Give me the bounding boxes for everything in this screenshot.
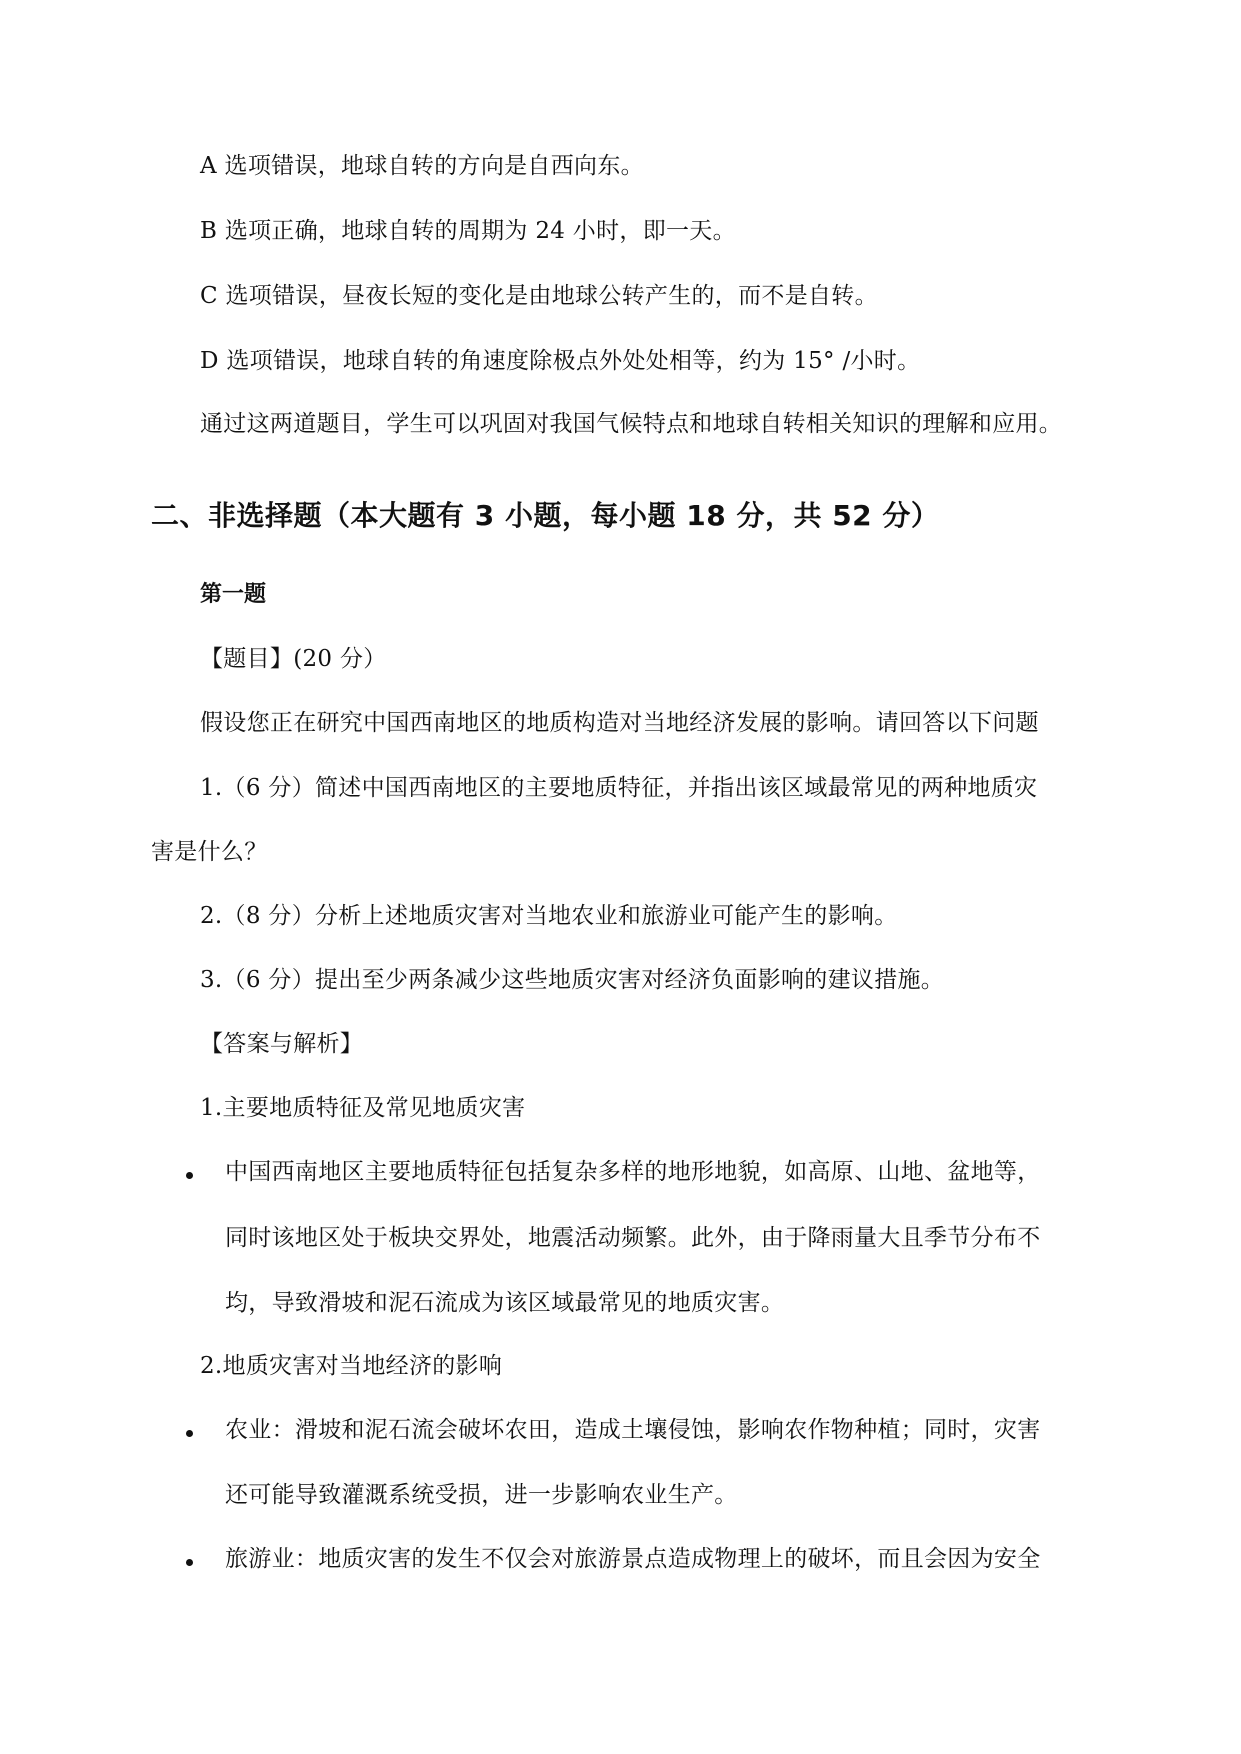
question-3: 3.（6 分）提出至少两条减少这些地质灾害对经济负面影响的建议措施。 bbox=[200, 967, 945, 993]
answer-1-bullet-line-1: 中国西南地区主要地质特征包括复杂多样的地形地貌，如高原、山地、盆地等， bbox=[225, 1159, 1041, 1185]
bullet-icon bbox=[186, 1559, 193, 1566]
option-b-text: B 选项正确，地球自转的周期为 24 小时，即一天。 bbox=[200, 218, 736, 244]
answer-2-agriculture-line-1: 农业：滑坡和泥石流会破坏农田，造成土壤侵蚀，影响农作物种植；同时，灾害 bbox=[225, 1417, 1041, 1443]
question-intro: 假设您正在研究中国西南地区的地质构造对当地经济发展的影响。请回答以下问题 bbox=[200, 710, 1039, 736]
answer-2-heading: 2.地质灾害对当地经济的影响 bbox=[200, 1353, 503, 1379]
answer-2-tourism-line-1: 旅游业：地质灾害的发生不仅会对旅游景点造成物理上的破坏，而且会因为安全 bbox=[225, 1546, 1041, 1572]
section-heading: 二、非选择题（本大题有 3 小题，每小题 18 分，共 52 分） bbox=[151, 499, 940, 532]
answer-1-bullet-line-2: 同时该地区处于板块交界处，地震活动频繁。此外，由于降雨量大且季节分布不 bbox=[225, 1225, 1041, 1251]
question-title: 第一题 bbox=[200, 582, 267, 607]
option-c-text: C 选项错误，昼夜长短的变化是由地球公转产生的，而不是自转。 bbox=[200, 283, 878, 309]
answer-1-heading: 1.主要地质特征及常见地质灾害 bbox=[200, 1095, 526, 1121]
answer-2-agriculture-line-2: 还可能导致灌溉系统受损，进一步影响农业生产。 bbox=[225, 1482, 738, 1508]
question-2: 2.（8 分）分析上述地质灾害对当地农业和旅游业可能产生的影响。 bbox=[200, 903, 898, 929]
bullet-icon bbox=[186, 1430, 193, 1437]
answer-label: 【答案与解析】 bbox=[200, 1031, 364, 1057]
question-label: 【题目】(20 分） bbox=[200, 646, 387, 672]
option-a-text: A 选项错误，地球自转的方向是自西向东。 bbox=[200, 153, 644, 179]
option-d-text: D 选项错误，地球自转的角速度除极点外处处相等，约为 15° /小时。 bbox=[200, 348, 921, 374]
conclusion-text: 通过这两道题目，学生可以巩固对我国气候特点和地球自转相关知识的理解和应用。 bbox=[200, 411, 1063, 437]
question-1-line-1: 1.（6 分）简述中国西南地区的主要地质特征，并指出该区域最常见的两种地质灾 bbox=[200, 775, 1038, 801]
question-1-line-2: 害是什么？ bbox=[151, 839, 268, 865]
bullet-icon bbox=[186, 1172, 193, 1179]
answer-1-bullet-line-3: 均，导致滑坡和泥石流成为该区域最常见的地质灾害。 bbox=[225, 1290, 785, 1316]
